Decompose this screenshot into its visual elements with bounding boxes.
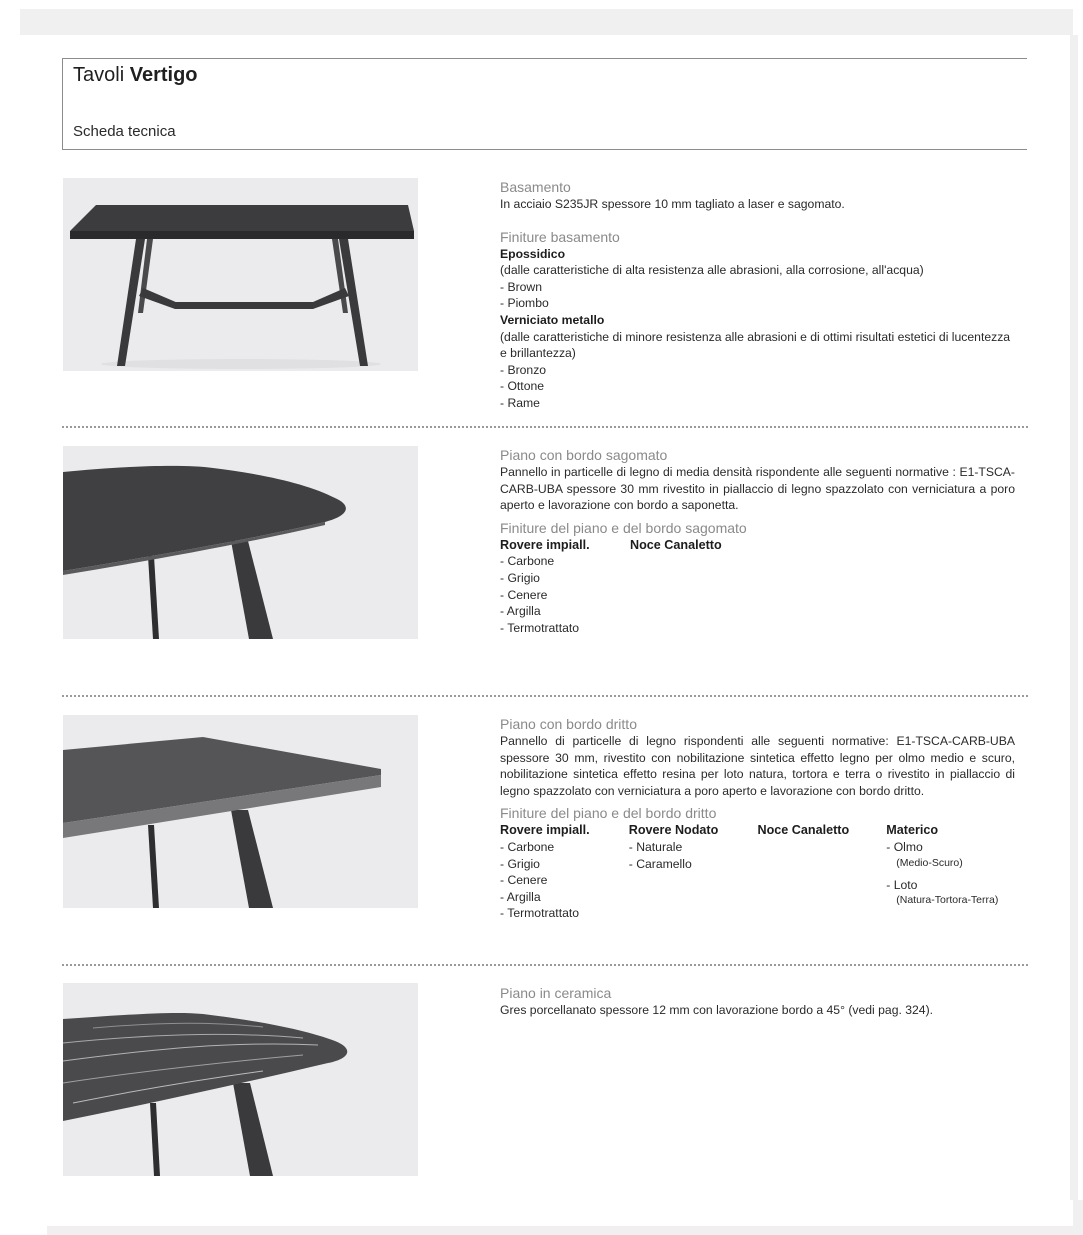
page-bottom-band xyxy=(47,1226,1073,1235)
finish-item: - Piombo xyxy=(500,296,549,311)
straight-edge-illustration xyxy=(63,715,418,908)
finish-column xyxy=(500,537,630,637)
title-bold: Vertigo xyxy=(129,64,198,86)
ceramica-section xyxy=(500,985,1015,1019)
table-front-illustration xyxy=(63,178,418,371)
title-light: Tavoli xyxy=(73,64,125,86)
finish-column xyxy=(500,822,629,922)
finish-item: - Carbone xyxy=(500,839,555,854)
finish-item: - Caramello xyxy=(628,856,692,871)
document-subtitle: Scheda tecnica xyxy=(73,123,176,140)
finish-column-head: Noce Canaletto xyxy=(630,537,722,552)
finish-column xyxy=(758,822,887,922)
sagomato-section xyxy=(500,447,1015,636)
dritto-finish-columns xyxy=(500,822,1015,922)
page-top-band xyxy=(20,9,1073,35)
section-divider xyxy=(62,695,1028,697)
dritto-title: Piano con bordo dritto xyxy=(500,716,637,732)
sagomato-text: Pannello in particelle di legno di media densità rispondente alle seguenti normative : E1-TSCA-CARB-UBA spessore 30 mm rivestito in piallaccio di legno spazzolato con verniciatura a poro aperto e lavorazione con bordo a saponetta. xyxy=(500,465,1015,513)
top-ceramic-photo xyxy=(63,983,418,1176)
ceramic-top-illustration xyxy=(63,983,418,1176)
finish-group-name: Verniciato metallo xyxy=(500,312,605,327)
finish-item: - Olmo xyxy=(886,839,923,854)
basamento-title: Basamento xyxy=(500,179,571,195)
finish-group-description: (dalle caratteristiche di minore resistenza alle abrasioni e di ottimi risultati estetici di lucentezza e brillantezza) xyxy=(500,329,1011,361)
finish-group-name: Epossidico xyxy=(500,246,566,261)
finish-item: - Cenere xyxy=(500,873,548,888)
page-right-band-lower xyxy=(1073,1200,1083,1235)
finish-item: - Brown xyxy=(500,279,542,294)
finish-column-head: Noce Canaletto xyxy=(757,823,850,838)
basamento-text: In acciaio S235JR spessore 10 mm tagliato a laser e sagomato. xyxy=(500,197,845,211)
page-right-band xyxy=(1070,35,1078,1200)
sagomato-finishes-title: Finiture del piano e del bordo sagomato xyxy=(500,519,747,536)
top-straight-edge-photo xyxy=(63,715,418,908)
finish-column-head: Materico xyxy=(886,823,939,838)
finish-item: - Cenere xyxy=(500,587,548,602)
sagomato-title: Piano con bordo sagomato xyxy=(500,447,668,463)
finish-column xyxy=(886,822,1015,922)
finish-item: - Grigio xyxy=(500,856,540,871)
finish-item: - Ottone xyxy=(500,379,545,394)
finish-item: - Bronzo xyxy=(500,362,547,377)
document-title xyxy=(73,64,198,87)
section-divider xyxy=(62,426,1028,428)
finish-column-head: Rovere Nodato xyxy=(628,823,719,838)
ceramica-title: Piano in ceramica xyxy=(500,985,612,1001)
finish-item-note: (Medio-Scuro) xyxy=(896,856,963,869)
finish-column-head: Rovere impiall. xyxy=(500,823,590,838)
ceramica-text: Gres porcellanato spessore 12 mm con lavorazione bordo a 45° (vedi pag. 324). xyxy=(500,1003,934,1017)
finish-column xyxy=(630,537,760,637)
finish-item: - Rame xyxy=(500,395,540,410)
shaped-edge-illustration xyxy=(63,446,418,639)
basamento-finishes-title: Finiture basamento xyxy=(500,228,620,245)
dritto-section xyxy=(500,716,1015,922)
finish-item: - Argilla xyxy=(500,604,541,619)
sagomato-finish-columns xyxy=(500,537,1015,637)
finish-item: - Carbone xyxy=(500,554,555,569)
finish-column-head: Rovere impiall. xyxy=(500,537,590,552)
finish-item-note: (Natura-Tortora-Terra) xyxy=(896,894,999,907)
finish-item: - Grigio xyxy=(500,570,540,585)
finish-item: - Naturale xyxy=(628,839,683,854)
document-header xyxy=(62,58,1027,150)
finish-item: - Termotrattato xyxy=(500,906,580,921)
finish-column xyxy=(629,822,758,922)
basamento-section xyxy=(500,179,1015,412)
finish-item: - Termotrattato xyxy=(500,620,580,635)
finish-group-description: (dalle caratteristiche di alta resistenza alle abrasioni, alla corrosione, all'acqua) xyxy=(500,263,924,278)
finish-item: - Argilla xyxy=(500,889,541,904)
table-front-photo xyxy=(63,178,418,371)
top-shaped-edge-photo xyxy=(63,446,418,639)
dritto-text: Pannello di particelle di legno rispondenti alle seguenti normative: E1-TSCA-CARB-UBA spessore 30 mm, rivestito con nobilitazione sintetica effetto legno per olmo medio e scuro, nobilitazione sintetica effetto resina per loto natura, tortora e terra o rivestito in piallaccio di legno spazzolato con verniciatura a poro aperto e lavorazione con bordo dritto. xyxy=(500,734,1015,798)
dritto-finishes-title: Finiture del piano e del bordo dritto xyxy=(500,805,717,822)
finish-item: - Loto xyxy=(886,877,918,892)
section-divider xyxy=(62,964,1028,966)
